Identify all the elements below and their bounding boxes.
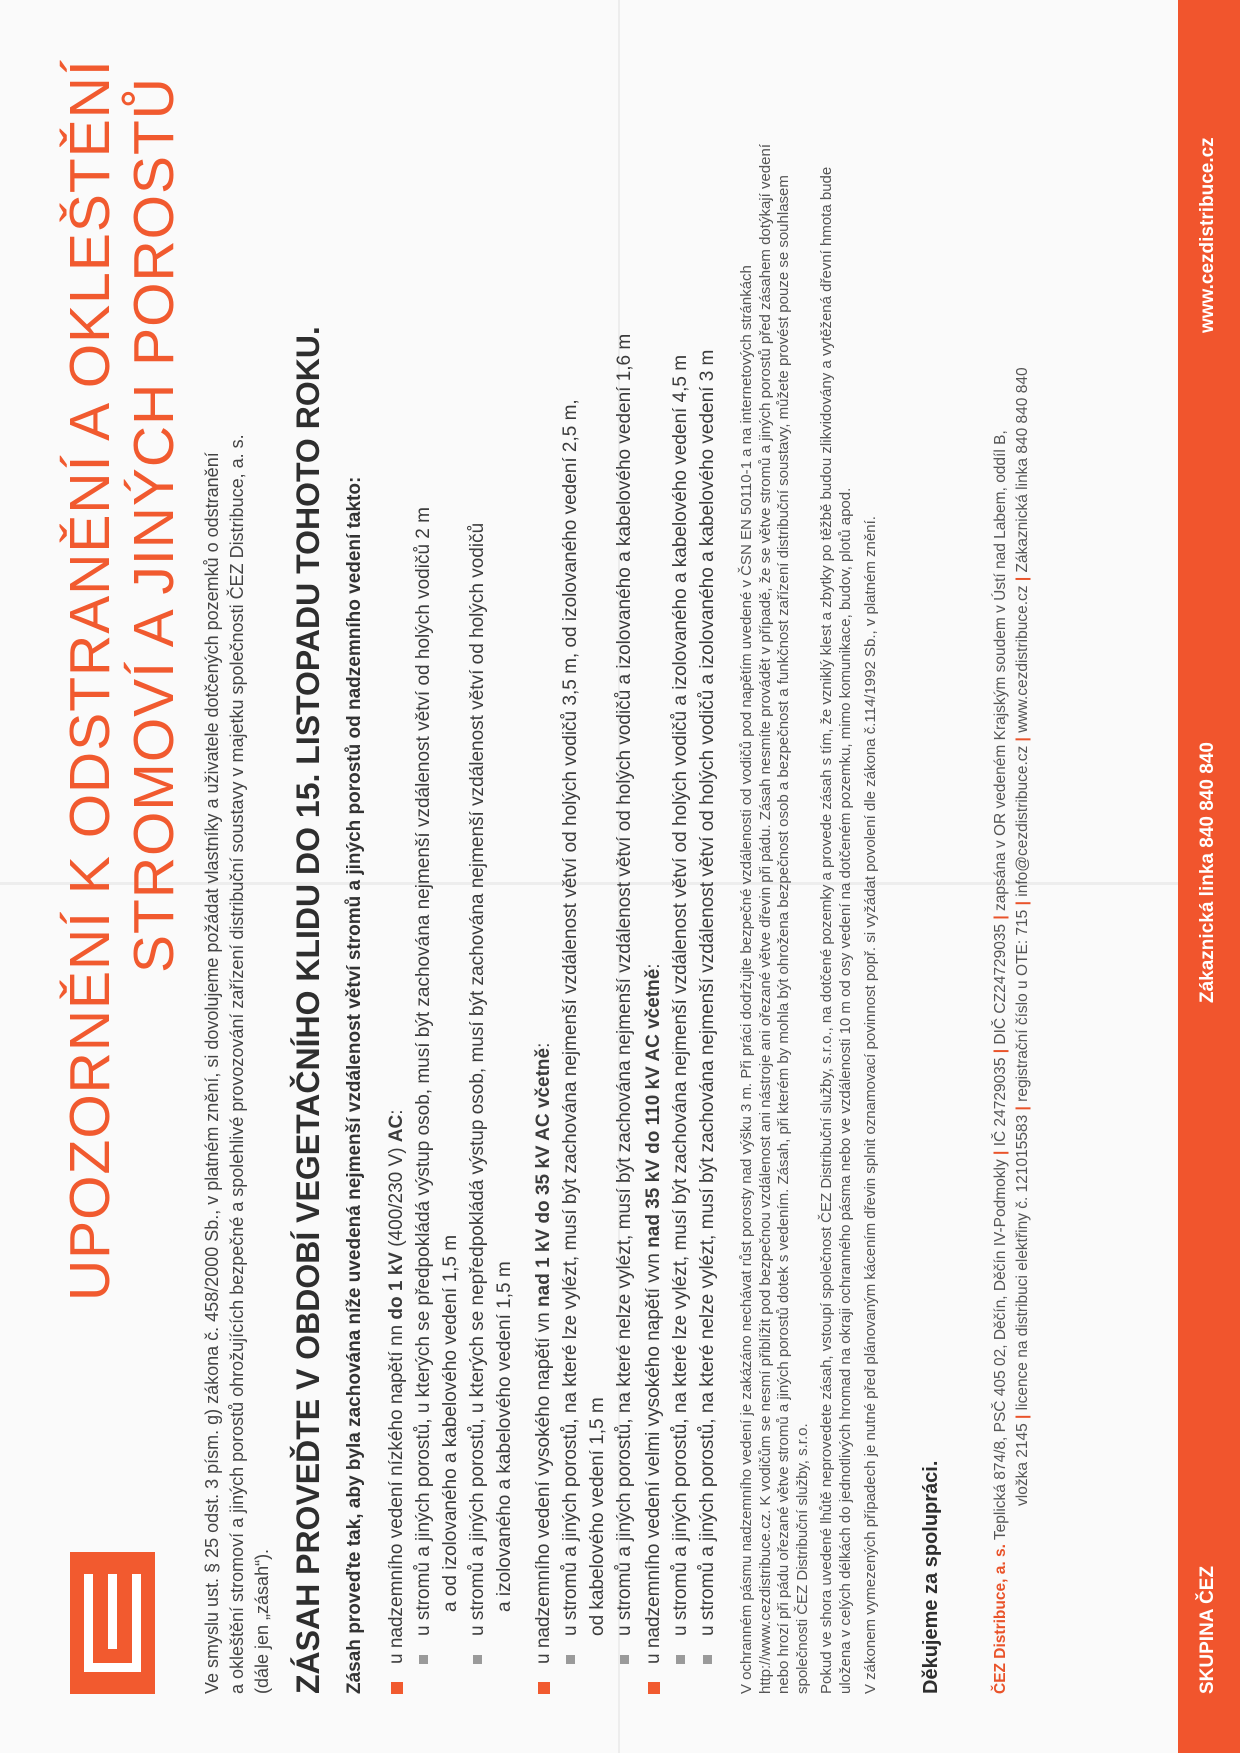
thanks-text: Děkujeme za spolupráci. (920, 1460, 942, 1694)
voltage-group-vvn (640, 94, 730, 1694)
rule-line: u stromů a jiných porostů, na které nelze vylézt, musí být zachována nejmenší vzdálenost větví od holých vodičů a izolovaného a kabelového vedení 3 m (697, 349, 718, 1636)
footer-bar (1178, 0, 1240, 1753)
lead-sentence (344, 477, 366, 1694)
footer-website[interactable]: www.cezdistribuce.cz (1197, 137, 1218, 333)
group-intro: u nadzemního vedení velmi vysokého napětí vvn nad 35 kV do 110 kV AC včetně: (643, 963, 664, 1664)
orange-bullet-icon (391, 1682, 403, 1694)
cez-logo-icon (70, 1552, 155, 1694)
rule-line: u stromů a jiných porostů, u kterých se předpokládá výstup osob, musí být zachována nejmenší vzdálenost větví od holých vodičů 2 m (413, 507, 434, 1636)
voltage-group-vn (530, 94, 650, 1694)
rule-line: od kabelového vedení 1,5 m (587, 1397, 608, 1636)
gray-bullet-icon (419, 1655, 428, 1664)
company-email[interactable]: info@cezdistribuce.cz (1014, 741, 1031, 902)
rule-line: u stromů a jiných porostů, u kterých se nepředpokládá výstup osob, musí být zachována nejmenší vzdálenost větví od holých vodičů (467, 522, 488, 1636)
group-intro: u nadzemního vedení vysokého napětí vn nad 1 kV do 35 kV AC včetně: (533, 1042, 554, 1664)
gray-bullet-icon (473, 1655, 482, 1664)
fine-print (738, 114, 886, 1694)
rule-line: a izolovaného a kabelového vedení 1,5 m (494, 1261, 515, 1612)
fine-paragraph: V zákonem vymezených případech je nutné před plánovaným kácením dřevin splnit oznamovací povinnost popř. si vyžádat povolení dle zákona č.114/1992 Sb., v platném znění. (861, 516, 879, 1694)
gray-bullet-icon (566, 1655, 575, 1664)
title-line-2: STROMOVÍ A JINÝCH POROSTŮ (122, 77, 186, 973)
gray-bullet-icon (620, 1655, 629, 1664)
rule-line: a od izolovaného a kabelového vedení 1,5 m (440, 1234, 461, 1612)
lead-bold-b: níže uvedená nejmenší vzdálenost větví stromů a jiných porostů od nadzemního vedení takto: (344, 476, 365, 1325)
rule-line: u stromů a jiných porostů, na které lze vylézt, musí být zachována nejmenší vzdálenost větví od holých vodičů 3,5 m, od izolovaného vedení 2,5 m, (560, 399, 581, 1636)
company-web[interactable]: www.cezdistribuce.cz (1014, 581, 1031, 738)
voltage-group-nn (383, 94, 523, 1694)
intro-line: (dále jen „zásah“). (252, 1548, 272, 1694)
gray-bullet-icon (703, 1655, 712, 1664)
orange-bullet-icon (648, 1682, 660, 1694)
footer-group: SKUPINA ČEZ (1197, 1565, 1218, 1694)
intro-line: a okleštění stromoví a jiných porostů ohrožujících bezpečné a spolehlivé provozování zařízení distribuční soustavy v majetku společnosti ČEZ Distribuce, a. s. (227, 434, 247, 1694)
rule-line: u stromů a jiných porostů, na které lze vylézt, musí být zachována nejmenší vzdálenost větví od holých vodičů a izolovaného a kabelového vedení 4,5 m (670, 354, 691, 1636)
intro-line: Ve smyslu ust. § 25 odst. 3 písm. g) zákona č. 458/2000 Sb., v platném znění, si dovolujeme požádat vlastníky a uživatele dotčených pozemků o odstranění (202, 452, 222, 1694)
title-line-1: UPOZORNĚNÍ K ODSTRANĚNÍ A OKLEŠTĚNÍ (58, 59, 122, 1301)
footer-hotline: Zákaznická linka 840 840 840 (1197, 742, 1218, 1003)
rule-line: u stromů a jiných porostů, na které nelze vylézt, musí být zachována nejmenší vzdálenost větví od holých vodičů a izolovaného a kabelového vedení 1,6 m (614, 333, 635, 1636)
fine-paragraph: Pokud ve shora uvedené lhůtě neprovedete zásah, vstoupí společnost ČEZ Distribuční služby, s.r.o., na dotčené pozemky a provede zásah s tím, že vzniklý klest a zbytky po těžbě budou zlikvidovány a vytěžená dřevní hmota bude uložena v celých délkách do jednotlivých hromad na okraji ochranného pásma nebo ve vzdálenosti 10 m od osy vedení na dotčeném pozemku, mimo komunikace, budov, plotů apod. (818, 166, 854, 1694)
group-intro: u nadzemního vedení nízkého napětí nn do 1 kV (400/230 V) AC: (386, 1109, 407, 1664)
headline: ZÁSAH PROVEĎTE V OBDOBÍ VEGETAČNÍHO KLIDU DO 15. LISTOPADU TOHOTO ROKU. (290, 326, 326, 1694)
intro-paragraph (200, 234, 275, 1694)
gray-bullet-icon (676, 1655, 685, 1664)
company-name: ČEZ Distribuce, a. s. (992, 1544, 1009, 1694)
fine-paragraph: V ochranném pásmu nadzemního vedení je zakázáno nechávat růst porosty nad výšku 3 m. Při práci dodržujte bezpečné vzdálenosti od vodičů pod napětím uvedené v ČSN EN 50110-1 a na internetových stránkách http://www.cezdistribuce.cz. K vodičům se nesmí přiblížit pod bezpečnou vzdálenost ani nástroje ani ořezané větve dřevin při pádu. Zásah nesmíte provádět v případě, že se větve stromů a jiných porostů před zásahem dotýkají vedení nebo hrozí při pádu ořezané větve stromů a jiných porostů dotek s vedením. Zásah, při kterém by mohla být ohrožena bezpečnost osob a bezpečnost a funkčnost zařízení distribuční soustavy, můžete provést pouze se souhlasem společnosti ČEZ Distribuční služby, s.r.o. (738, 144, 811, 1694)
orange-bullet-icon (538, 1682, 550, 1694)
company-info: ČEZ Distribuce, a. s. Teplická 874/8, PSČ 405 02, Děčín, Děčín IV-Podmokly | IČ 24729035 | DIČ CZ24729035 | zapsána v OR vedeném Krajským soudem v Ústí nad Labem, oddíl B, vložka 2145 | licence na distribuci elektřiny č. 121015583 | registrační číslo u OTE: 715 | info@cezdistribuce.cz | www.cezdistribuce.cz | Zákaznická linka 840 840 840 (992, 367, 1031, 1694)
lead-bold-a: Zásah proveďte tak, aby byla zachována (344, 1324, 365, 1694)
